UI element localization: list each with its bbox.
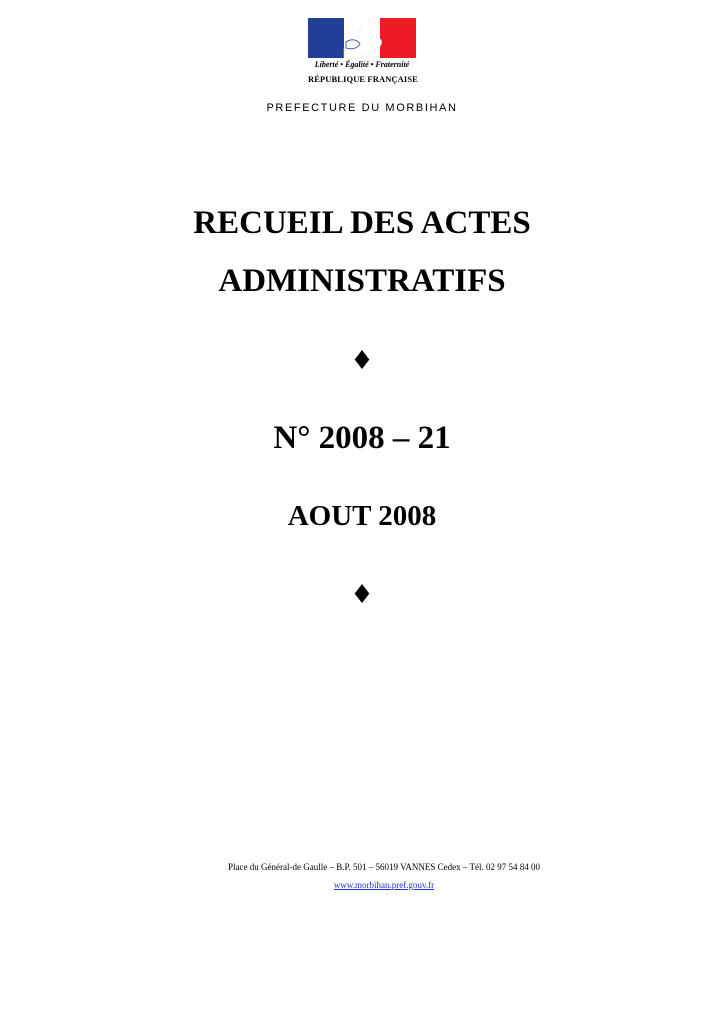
issue-month: AOUT 2008 <box>287 500 437 532</box>
diamond-separator-icon: ♦ <box>350 346 374 376</box>
document-title-line2: ADMINISTRATIFS <box>218 263 506 299</box>
diamond-separator-icon: ♦ <box>350 580 374 610</box>
footer-website <box>0 879 724 891</box>
website-link[interactable]: www.morbihan.pref.gouv.fr <box>333 880 435 890</box>
footer-address: Place du Général-de Gaulle – B.P. 501 – 56019 VANNES Cedex – Tél. 02 97 54 84 00 <box>228 862 540 872</box>
prefecture-header: PREFECTURE DU MORBIHAN <box>266 102 458 114</box>
logo-motto: Liberté • Égalité • Fraternité <box>314 60 410 69</box>
republique-francaise-logo <box>308 18 416 88</box>
issue-number: N° 2008 – 21 <box>273 420 451 456</box>
logo-republique-francaise: RÉPUBLIQUE FRANÇAISE <box>308 74 418 84</box>
marianne-flag-icon <box>308 18 416 58</box>
document-title-line1: RECUEIL DES ACTES <box>193 205 531 241</box>
